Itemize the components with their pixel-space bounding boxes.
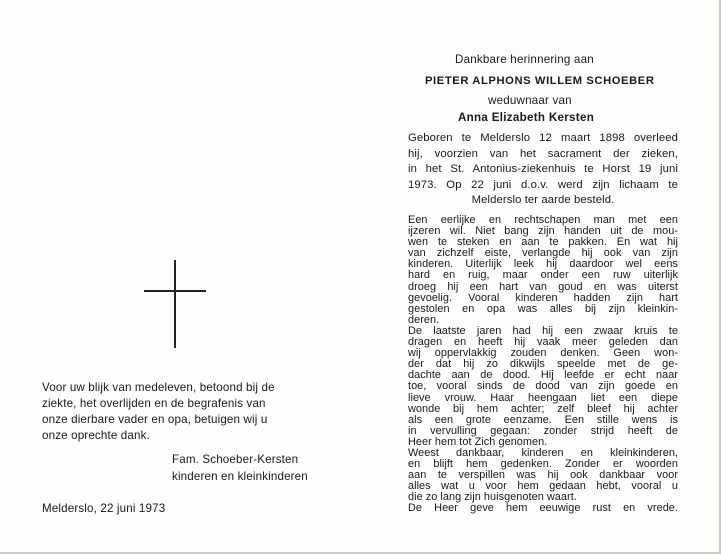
eulogy-line: toe, vooral sinds de dood van zijn goede en [408,380,678,393]
eulogy-line: wonde bij hem achter; zelf bleef hij achter [408,402,678,415]
thanks-line: Voor uw blijk van medeleven, betoond bij de [42,381,275,394]
spouse-name: Anna Elizabeth Kersten [458,111,595,124]
eulogy-line: aan te verspillen was hij ook dankbaar voor [408,469,678,482]
details-line: 1973. Op 22 juni d.o.v. werd zijn lichaam te [408,178,678,191]
eulogy-line: Een eerlijke en rechtschapen man met een [408,214,678,226]
eulogy-line: der dat hij zo dikwijls speelde met de ge- [408,358,678,371]
eulogy-text [408,215,678,515]
eulogy-line: gevoelig. Vooral kinderen hadden zijn hart [408,291,678,304]
details-line: Geboren te Melderslo 12 maart 1898 overleed [408,132,678,144]
thanks-line: onze dierbare vader en opa, betuigen wij u [42,413,268,426]
eulogy-line: dragen en heeft hij vaak meer geleden dan [408,336,678,349]
eulogy-line: Weest dankbaar, kinderen en kleinkinderen, [408,446,678,459]
family-name: Fam. Schoeber-Kersten [172,453,299,466]
eulogy-line: en blijft hem gedenken. Zonder er woorden [408,458,678,471]
eulogy-line: die zo lang zijn huisgenoten waart. [408,491,577,504]
eulogy-line: droeg hij een hart van goud en was uiterst [408,280,678,293]
thanks-line: ziekte, het overlijden en de begrafenis van [42,397,266,410]
birth-death-details [408,131,678,209]
eulogy-line: gestolen en opa was alles bij zijn kleinkin- [408,302,678,315]
details-line: Melderslo ter aarde besteld. [471,194,615,206]
eulogy-line: kinderen. Uiterlijk leek hij daardoor wel eens [408,258,678,271]
thanks-line: onze oprechte dank. [42,429,150,442]
eulogy-line: in vervulling gegaan: zonder strijd heeft de [408,424,678,437]
eulogy-line: dachte aan de dood. Hij leefde er echt naar [408,369,678,382]
eulogy-line: Heer hem tot Zich genomen. [408,435,548,448]
cross-horizontal-bar [144,290,206,292]
details-line: in het St. Antonius-ziekenhuis te Horst 19 juni [408,163,678,175]
family-members: kinderen en kleinkinderen [172,470,308,483]
details-line: hij, voorzien van het sacrament der zieken, [408,147,678,160]
eulogy-line: lieve vrouw. Haar heengaan liet een diepe [408,391,678,404]
cross-vertical-bar [174,260,176,348]
widower-of: weduwnaar van [488,94,572,107]
eulogy-line: van zichzelf eiste, verlangde hij ook van zijn [408,247,678,260]
place-date: Melderslo, 22 juni 1973 [42,502,166,515]
eulogy-line: deren. [408,313,440,326]
eulogy-line: alles wat u voor hem gedaan hebt, vooral u [408,480,678,493]
deceased-name: PIETER ALPHONS WILLEM SCHOEBER [425,75,655,87]
thanks-message [42,380,312,444]
eulogy-line: als een grote eenzame. Een stille wens is [408,413,678,426]
eulogy-line: De Heer geve hem eeuwige rust en vrede. [408,502,678,515]
eulogy-line: hard en ruig, maar onder een ruw uiterlijk [408,269,678,282]
eulogy-line: wen te steken en aan te pakken. En wat hij [408,236,678,249]
family-signature [172,451,308,485]
eulogy-line: wij oppervlakkig zouden denken. Geen won- [408,347,678,360]
cross-icon [144,260,206,348]
remembrance-intro: Dankbare herinnering aan [455,53,594,66]
eulogy-line: ijzeren wil. Niet bang zijn handen uit de mou- [408,225,678,238]
eulogy-line: De laatste jaren had hij een zwaar kruis te [408,324,678,337]
